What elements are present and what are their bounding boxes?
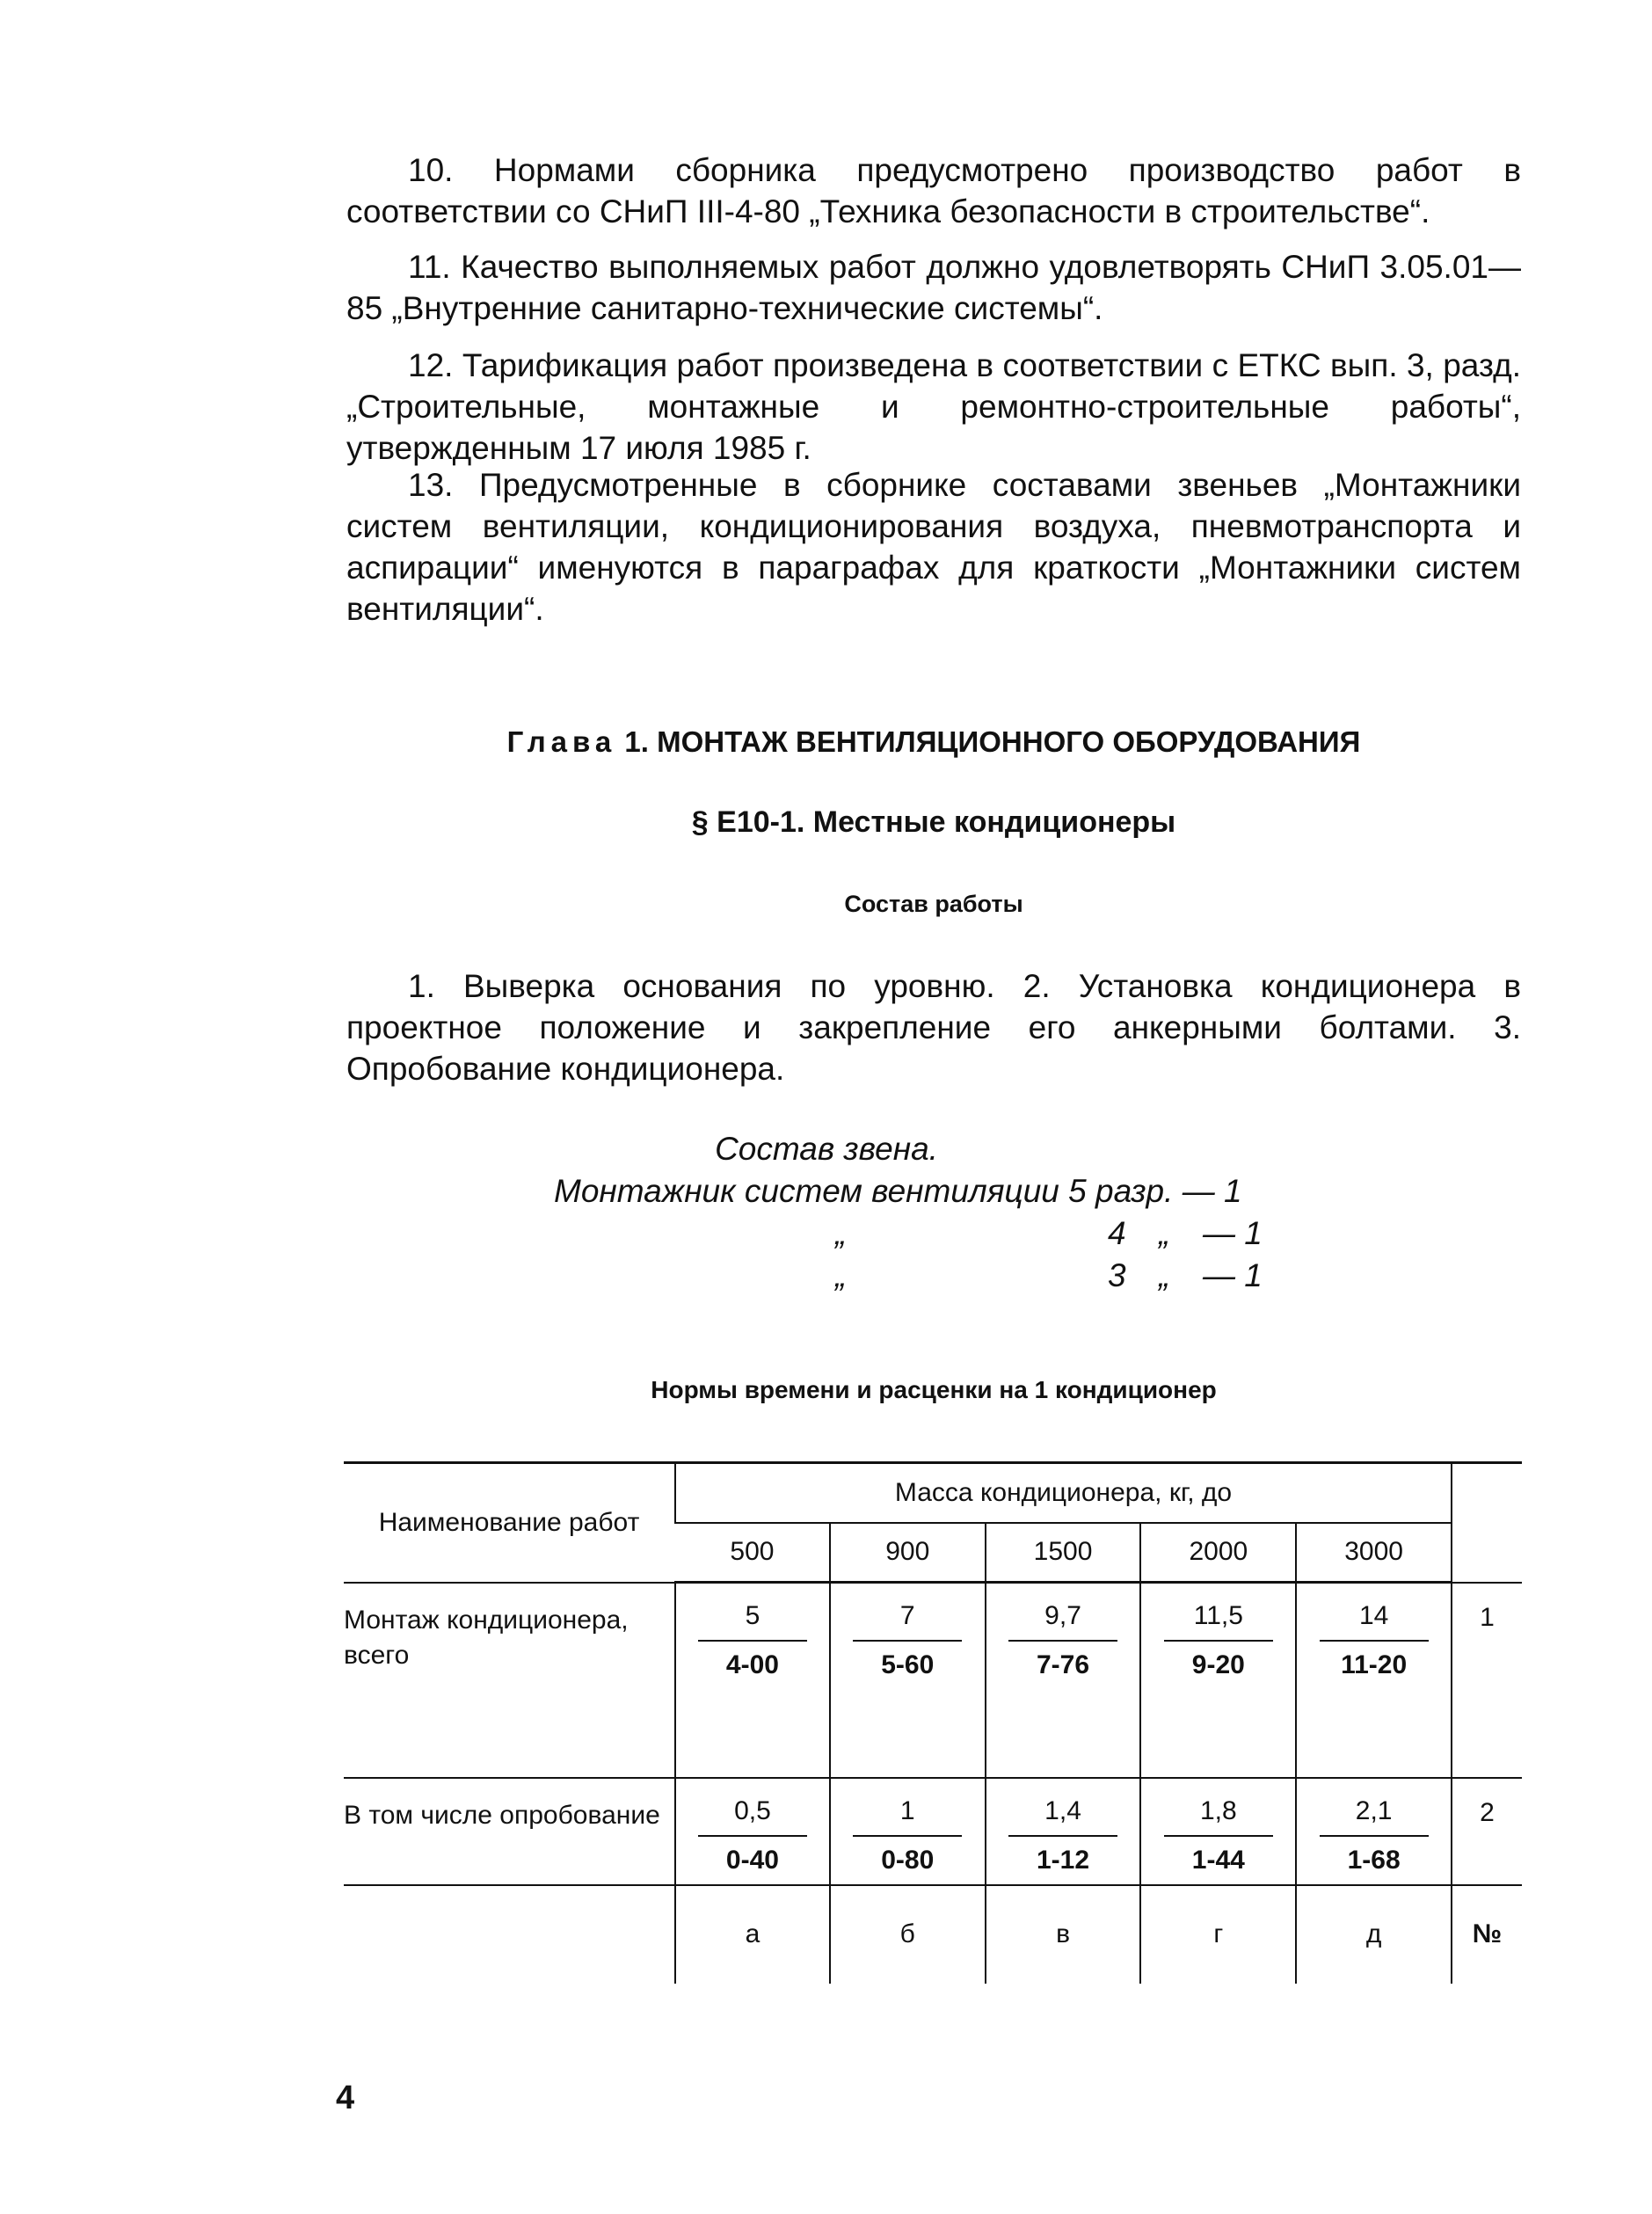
norm-value: 1	[853, 1796, 962, 1837]
row-2-cell	[1140, 1778, 1296, 1885]
table-footer-row	[344, 1885, 1522, 1984]
row-1-num: 1	[1452, 1583, 1522, 1778]
col-header: 2000	[1140, 1523, 1296, 1583]
header-group: Масса кондиционера, кг, до	[894, 1477, 1233, 1507]
crew-row-1	[554, 1170, 1257, 1213]
table-title: Нормы времени и расценки на 1 кондиционер	[651, 1376, 1217, 1403]
header-num-cell	[1452, 1463, 1522, 1583]
norm-value: 1,4	[1008, 1796, 1117, 1837]
row-1-cell	[1296, 1583, 1452, 1778]
norm-value: 2,1	[1320, 1796, 1429, 1837]
norm-value: 7	[853, 1601, 962, 1642]
row-2-cell	[830, 1778, 986, 1885]
price-value: 1-44	[1191, 1845, 1245, 1875]
header-group-cell	[675, 1463, 1452, 1523]
crew-row-3	[571, 1255, 1275, 1297]
crew-row-3-ditto: „	[835, 1257, 847, 1293]
crew-row-3-grade: 3	[1108, 1257, 1126, 1293]
row-1-name: Монтаж кондиционера, всего	[344, 1583, 675, 1778]
table-row-2	[344, 1778, 1522, 1885]
crew-row-2	[571, 1213, 1275, 1255]
crew-row-2-grade: 4	[1108, 1215, 1126, 1251]
paragraph-10: 10. Нормами сборника предусмотрено производство работ в соответствии со СНиП III-4-80 „Техника безопасности в строительстве“.	[346, 152, 1521, 229]
price-value: 4-00	[725, 1650, 779, 1679]
row-2-cell	[675, 1778, 830, 1885]
chapter-title: 1. МОНТАЖ ВЕНТИЛЯЦИОННОГО ОБОРУДОВАНИЯ	[624, 725, 1361, 758]
price-value: 1-68	[1347, 1845, 1401, 1875]
header-name: Наименование работ	[378, 1507, 640, 1537]
header-name-cell	[344, 1463, 675, 1583]
footer-letter: д	[1296, 1885, 1452, 1984]
price-value: 0-80	[881, 1845, 935, 1875]
row-1-cell	[986, 1583, 1141, 1778]
work-composition-heading: Состав работы	[844, 891, 1023, 917]
norm-value: 11,5	[1164, 1601, 1273, 1642]
col-header: 3000	[1296, 1523, 1452, 1583]
footer-empty-cell	[344, 1885, 675, 1984]
price-value: 0-40	[725, 1845, 779, 1875]
crew-row-2-ditto: „	[835, 1215, 847, 1251]
crew-row-3-quote: „	[1159, 1257, 1170, 1293]
work-composition-text: 1. Выверка основания по уровню. 2. Установка кондиционера в проектное положение и закрепление его анкерными болтами. 3. Опробование кондиционера.	[346, 968, 1521, 1087]
col-header: 1500	[986, 1523, 1141, 1583]
row-1-cell	[830, 1583, 986, 1778]
row-1-cell	[675, 1583, 830, 1778]
norm-value: 5	[698, 1601, 807, 1642]
norm-value: 14	[1320, 1601, 1429, 1642]
norms-table	[344, 1461, 1522, 1984]
norm-value: 1,8	[1164, 1796, 1273, 1837]
price-value: 1-12	[1037, 1845, 1090, 1875]
norm-value: 9,7	[1008, 1601, 1117, 1642]
crew-row-1-text: Монтажник систем вентиляции 5 разр. — 1	[554, 1173, 1242, 1209]
row-2-name: В том числе опробование	[344, 1778, 675, 1885]
crew-title: Состав звена.	[715, 1131, 938, 1167]
chapter-label: Глава	[506, 725, 617, 758]
price-value: 5-60	[881, 1650, 935, 1679]
paragraph-12: 12. Тарификация работ произведена в соответствии с ЕТКС вып. 3, разд. „Строительные, монтажные и ремонтно-строительные работы“, утвержденным 17 июля 1985 г.	[346, 347, 1521, 466]
footer-num-sign: №	[1452, 1885, 1522, 1984]
footer-letter: г	[1140, 1885, 1296, 1984]
row-1-cell	[1140, 1583, 1296, 1778]
price-value: 7-76	[1037, 1650, 1090, 1679]
row-2-cell	[1296, 1778, 1452, 1885]
crew-row-2-count: — 1	[1203, 1215, 1263, 1251]
price-value: 11-20	[1341, 1650, 1408, 1679]
norm-value: 0,5	[698, 1796, 807, 1837]
crew-row-2-quote: „	[1159, 1215, 1170, 1251]
paragraph-13: 13. Предусмотренные в сборнике составами звеньев „Монтажники систем вентиляции, кондиционирования воздуха, пневмотранспорта и аспирации“ именуются в параграфах для краткости „Монтажники систем вентиляции“.	[346, 467, 1521, 627]
chapter-heading	[346, 725, 1521, 759]
col-header: 900	[830, 1523, 986, 1583]
paragraph-11: 11. Качество выполняемых работ должно удовлетворять СНиП 3.05.01—85 „Внутренние санитарно-технические системы“.	[346, 249, 1521, 326]
col-header: 500	[675, 1523, 830, 1583]
crew-row-3-count: — 1	[1203, 1257, 1263, 1293]
table-row-1	[344, 1583, 1522, 1778]
page-number: 4	[336, 2079, 355, 2116]
row-2-cell	[986, 1778, 1141, 1885]
section-heading: § Е10-1. Местные кондиционеры	[691, 805, 1176, 839]
price-value: 9-20	[1191, 1650, 1245, 1679]
footer-letter: в	[986, 1885, 1141, 1984]
table-header-row-1	[344, 1463, 1522, 1523]
footer-letter: б	[830, 1885, 986, 1984]
footer-letter: а	[675, 1885, 830, 1984]
row-2-num: 2	[1452, 1778, 1522, 1885]
